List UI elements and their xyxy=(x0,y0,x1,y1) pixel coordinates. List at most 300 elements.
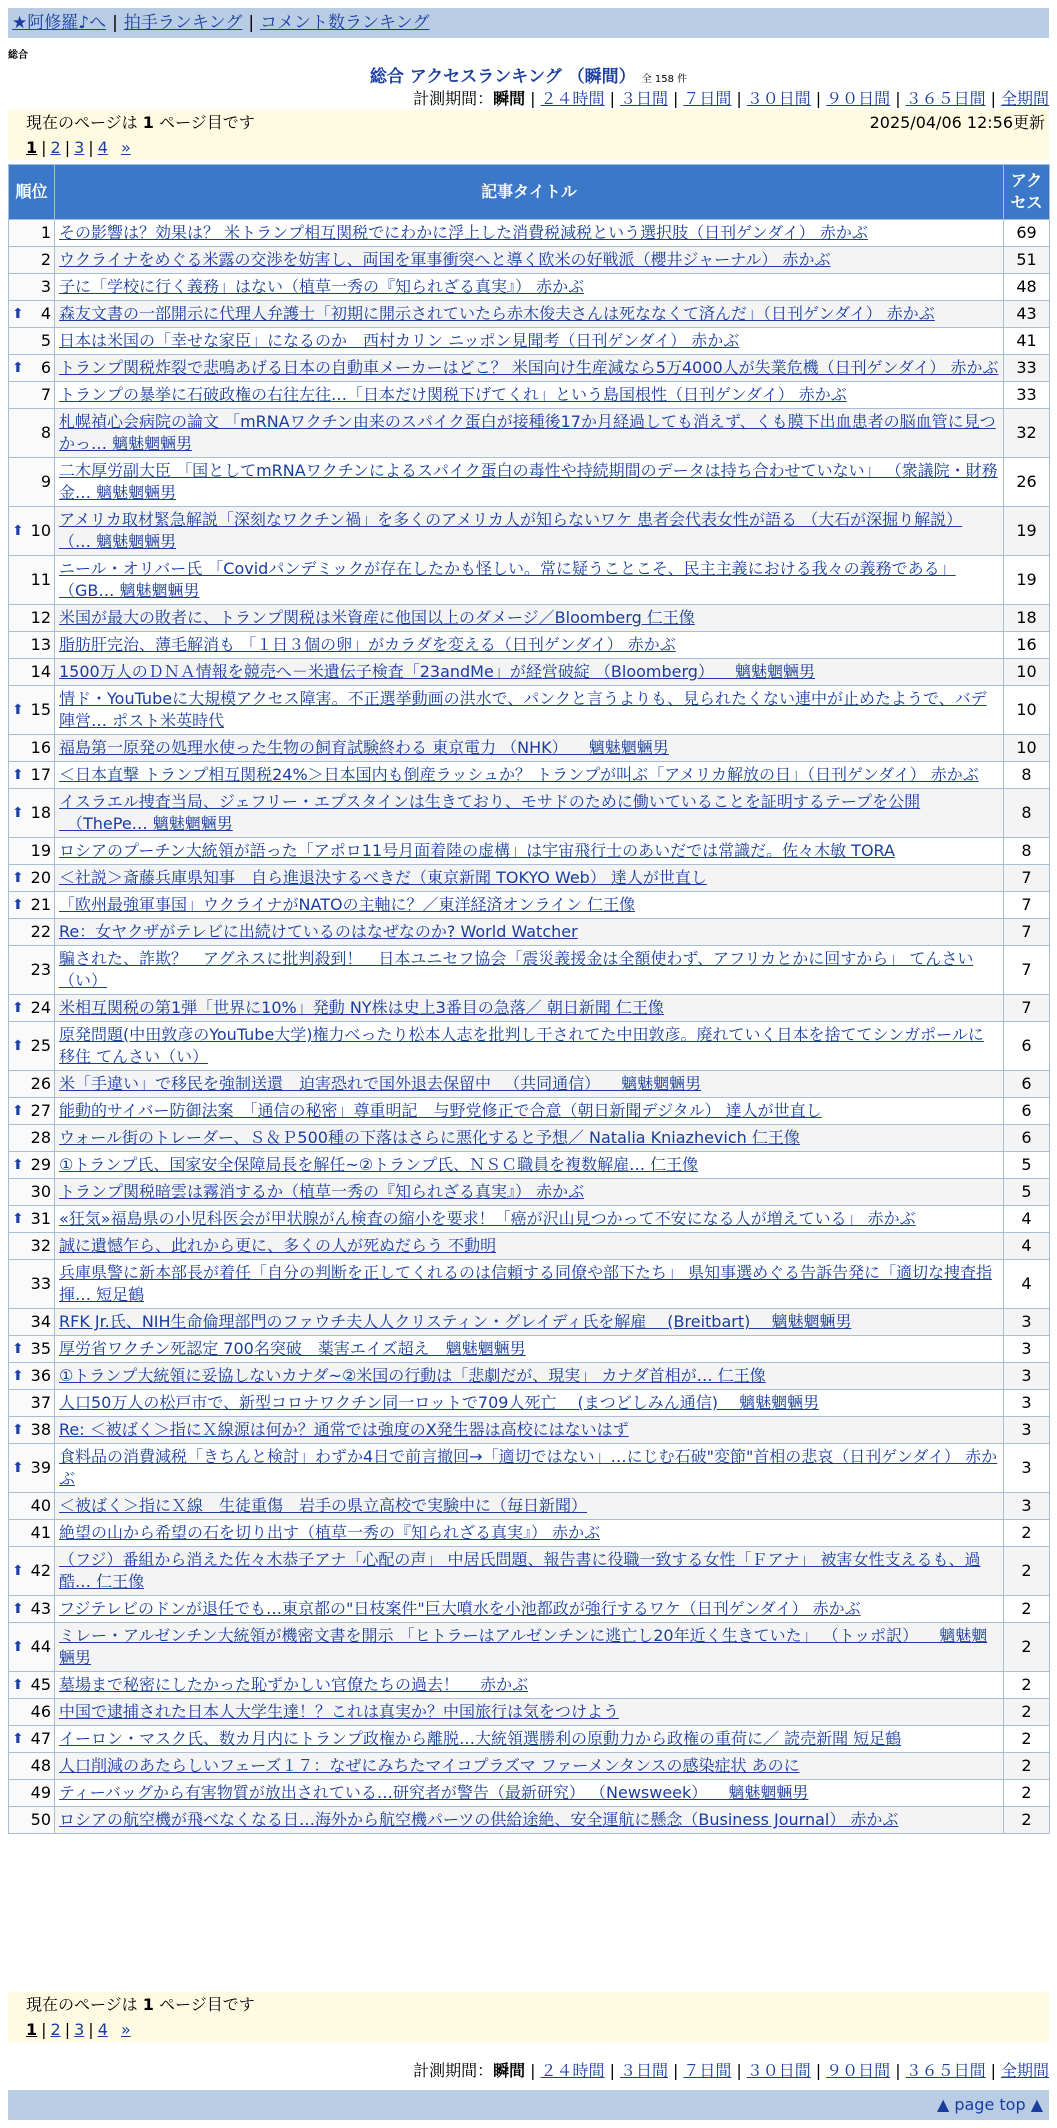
rank-number: 42 xyxy=(30,1561,51,1580)
period-separator: | xyxy=(895,2061,901,2080)
access-count: 4 xyxy=(1004,1260,1050,1309)
comment-ranking-link[interactable]: コメント数ランキング xyxy=(260,13,430,33)
rank-number: 12 xyxy=(30,608,51,627)
article-title-link[interactable]: その影響は？効果は？ 米トランプ相互関税でにわかに浮上した消費税減税という選択肢（日刊ゲンダイ） 赤かぶ xyxy=(59,223,868,242)
article-title-link[interactable]: ①トランプ大統領に妥協しないカナダ~②米国の行動は「悲劇だが、現実」 カナダ首相が… 仁王像 xyxy=(59,1366,766,1385)
article-title-link[interactable]: ウクライナをめぐる米露の交渉を妨害し、両国を軍事衝突へと導く欧米の好戦派（櫻井ジャーナル） 赤かぶ xyxy=(59,250,831,269)
article-title-link[interactable]: 食料品の消費減税「きちんと検討」わずか4日で前言撤回→「適切ではない」…にじむ石破"変節"首相の悲哀（日刊ゲンダイ） 赤かぶ xyxy=(59,1447,998,1488)
title-cell xyxy=(55,409,1004,458)
access-count: 8 xyxy=(1004,838,1050,865)
access-count: 6 xyxy=(1004,1022,1050,1071)
table-row xyxy=(9,1417,1050,1444)
table-row xyxy=(9,507,1050,556)
access-count: 48 xyxy=(1004,274,1050,301)
title-cell xyxy=(55,1672,1004,1699)
table-row xyxy=(9,247,1050,274)
access-count: 5 xyxy=(1004,1179,1050,1206)
article-title-link[interactable]: «狂気»福島県の小児科医会が甲状腺がん検査の縮小を要求！「癌が沢山見つかって不安になる人が増えている」 赤かぶ xyxy=(59,1209,916,1228)
period-option-link[interactable]: ３０日間 xyxy=(746,89,811,108)
page-status-suffix: ページ目です xyxy=(159,113,255,132)
rank-up-arrow-icon: ⬆ xyxy=(12,1000,24,1016)
title-cell xyxy=(55,507,1004,556)
title-cell xyxy=(55,946,1004,995)
period-option-link[interactable]: ２４時間 xyxy=(540,89,605,108)
nav-separator: | xyxy=(112,13,118,33)
article-title-link[interactable]: ティーバッグから有害物質が放出されている…研究者が警告（最新研究） （Newsweek） 魑魅魍魎男 xyxy=(59,1783,809,1802)
access-count: 19 xyxy=(1004,507,1050,556)
table-row xyxy=(9,1547,1050,1596)
title-cell xyxy=(55,1336,1004,1363)
rank-cell xyxy=(9,865,55,892)
title-cell xyxy=(55,220,1004,247)
title-cell xyxy=(55,789,1004,838)
rank-cell xyxy=(9,995,55,1022)
period-separator: | xyxy=(990,2061,996,2080)
period-current: 瞬間 xyxy=(493,89,526,108)
article-title-link[interactable]: 福島第一原発の処理水使った生物の飼育試験終わる 東京電力 （NHK） 魑魅魍魎男 xyxy=(59,738,669,757)
article-title-link[interactable]: ＜社説＞斎藤兵庫県知事 自ら進退決するべきだ（東京新聞 TOKYO Web） 達人が世直し xyxy=(59,868,707,887)
rank-cell xyxy=(9,247,55,274)
pager-next-link[interactable]: » xyxy=(120,2020,131,2039)
article-title-link[interactable]: 米相互関税の第1弾「世界に10%」発動 NY株は史上3番目の急落／ 朝日新聞 仁王像 xyxy=(59,998,664,1017)
rank-cell xyxy=(9,1780,55,1807)
rank-cell xyxy=(9,1444,55,1493)
page-status-row xyxy=(26,1992,1049,2018)
rank-cell xyxy=(9,1179,55,1206)
rank-cell xyxy=(9,838,55,865)
rank-number: 11 xyxy=(30,570,51,589)
rank-number: 18 xyxy=(30,803,51,822)
table-row xyxy=(9,1152,1050,1179)
title-cell xyxy=(55,1444,1004,1493)
rank-up-arrow-icon: ⬆ xyxy=(12,805,24,821)
table-row xyxy=(9,789,1050,838)
page-info-bottom xyxy=(8,1992,1049,2042)
page-status-suffix: ページ目です xyxy=(159,1995,255,2014)
rank-number: 10 xyxy=(30,521,51,540)
rank-number: 14 xyxy=(30,662,51,681)
title-header: 記事タイトル xyxy=(55,165,1004,220)
table-row xyxy=(9,301,1050,328)
page-top-link[interactable]: ▲ page top ▲ xyxy=(936,2095,1043,2114)
rank-number: 44 xyxy=(30,1637,51,1656)
article-title-link[interactable]: ニール・オリバー氏 「Covidパンデミックが存在したかも怪しい。常に疑うことこそ、民主主義における我々の義務である」 （GB… 魑魅魍魎男 xyxy=(59,559,956,600)
access-count: 6 xyxy=(1004,1098,1050,1125)
period-separator: | xyxy=(815,2061,822,2080)
rank-number: 49 xyxy=(30,1783,51,1802)
period-separator: | xyxy=(609,89,615,108)
access-count: 3 xyxy=(1004,1493,1050,1520)
access-count: 7 xyxy=(1004,865,1050,892)
period-label: 計測期間： xyxy=(413,2061,494,2080)
period-separator: | xyxy=(736,2061,742,2080)
title-cell xyxy=(55,1179,1004,1206)
period-separator: | xyxy=(990,89,996,108)
rank-cell xyxy=(9,1098,55,1125)
ranking-title: 総合 アクセスランキング （瞬間） xyxy=(369,67,636,87)
article-title-link[interactable]: 1500万人のＤＮＡ情報を競売へ－米遺伝子検査「23andMe」が経営破綻 （Bloomberg） 魑魅魍魎男 xyxy=(59,662,816,681)
title-cell xyxy=(55,1807,1004,1834)
rank-number: 33 xyxy=(30,1274,51,1293)
home-link[interactable]: ★阿修羅♪へ xyxy=(12,13,107,33)
table-row xyxy=(9,1596,1050,1623)
rank-up-arrow-icon: ⬆ xyxy=(12,1038,24,1054)
period-separator: | xyxy=(815,89,822,108)
rank-up-arrow-icon: ⬆ xyxy=(12,1731,24,1747)
rank-cell xyxy=(9,659,55,686)
table-row xyxy=(9,409,1050,458)
article-title-link[interactable]: 情ド・YouTubeに大規模アクセス障害。不正選挙動画の洪水で、パンクと言うよりも、見られたくない連中が止めたようで、バデ陣営… ポスト米英時代 xyxy=(59,689,987,730)
rank-cell xyxy=(9,632,55,659)
table-row xyxy=(9,686,1050,735)
period-option-link[interactable]: ９０日間 xyxy=(826,2061,891,2080)
title-cell xyxy=(55,1363,1004,1390)
pager-page-link[interactable]: 2 xyxy=(50,2020,61,2039)
rank-number: 50 xyxy=(30,1810,51,1829)
category-label: 総合 xyxy=(8,50,28,61)
access-count: 7 xyxy=(1004,892,1050,919)
table-row xyxy=(9,1336,1050,1363)
period-option-link[interactable]: ３日間 xyxy=(619,89,668,108)
rank-number: 46 xyxy=(30,1702,51,1721)
rank-up-arrow-icon: ⬆ xyxy=(12,1677,24,1693)
access-count: 3 xyxy=(1004,1390,1050,1417)
table-row xyxy=(9,1493,1050,1520)
period-selector-bottom xyxy=(413,2058,1049,2081)
access-count: 5 xyxy=(1004,1152,1050,1179)
period-separator: | xyxy=(672,2061,679,2080)
rank-up-arrow-icon: ⬆ xyxy=(12,1368,24,1384)
period-option-link[interactable]: ７日間 xyxy=(683,89,732,108)
article-title-link[interactable]: 札幌禎心会病院の論文 「mRNAワクチン由来のスパイク蛋白が接種後17か月経過しても消えず、くも膜下出血患者の脳血管に見つかっ… 魑魅魍魎男 xyxy=(59,412,996,453)
table-row xyxy=(9,946,1050,995)
period-separator: | xyxy=(530,2061,536,2080)
table-row xyxy=(9,458,1050,507)
rank-cell xyxy=(9,892,55,919)
rank-number: 29 xyxy=(30,1155,51,1174)
title-cell xyxy=(55,995,1004,1022)
table-row xyxy=(9,1780,1050,1807)
table-row xyxy=(9,1125,1050,1152)
pager-page-link[interactable]: 3 xyxy=(74,2020,85,2039)
rank-cell xyxy=(9,301,55,328)
rank-cell xyxy=(9,1233,55,1260)
article-title-link[interactable]: 中国で逮捕された日本人大学生達！？これは真実か？中国旅行は気をつけよう xyxy=(59,1702,620,1721)
rank-cell xyxy=(9,1336,55,1363)
rank-number: 30 xyxy=(30,1182,51,1201)
article-title-link[interactable]: イーロン・マスク氏、数カ月内にトランプ政権から離脱…大統領選勝利の原動力から政権の重荷に／ 読売新聞 短足鶴 xyxy=(59,1729,902,1748)
rank-up-arrow-icon: ⬆ xyxy=(12,1103,24,1119)
title-cell xyxy=(55,1206,1004,1233)
pagination-bottom xyxy=(26,2018,1049,2042)
article-title-link[interactable]: 騙された、詐欺？ アグネスに批判殺到！ 日本ユニセフ協会「震災義援金は全額使わず、アフリカとかに回すから」 てんさい（い） xyxy=(59,949,974,990)
rank-up-arrow-icon: ⬆ xyxy=(12,870,24,886)
table-row xyxy=(9,762,1050,789)
article-title-link[interactable]: 米国が最大の敗者に、トランプ関税は米資産に他国以上のダメージ／Bloomberg 仁王像 xyxy=(59,608,695,627)
pager-separator: | xyxy=(88,2020,94,2039)
title-cell xyxy=(55,659,1004,686)
table-row xyxy=(9,892,1050,919)
ranking-table-body xyxy=(9,220,1050,1834)
rank-cell xyxy=(9,1417,55,1444)
rank-number: 13 xyxy=(30,635,51,654)
article-title-link[interactable]: RFK Jr.氏、NIH生命倫理部門のファウチ夫人人クリスティン・グレイディ氏を解雇 (Breitbart) 魑魅魍魎男 xyxy=(59,1312,852,1331)
rank-number: 15 xyxy=(30,700,51,719)
period-option-link[interactable]: ３６５日間 xyxy=(905,2061,986,2080)
article-title-link[interactable]: 日本は米国の「幸せな家臣」になるのか 西村カリン ニッポン見聞考（日刊ゲンダイ） 赤かぶ xyxy=(59,331,740,350)
pager-separator: | xyxy=(88,138,94,157)
rank-cell xyxy=(9,1623,55,1672)
rank-number: 38 xyxy=(30,1420,51,1439)
article-title-link[interactable]: Re: ＜被ばく＞指にＸ線源は何か？通常では強度のX発生器は高校にはないはず xyxy=(59,1420,629,1439)
article-title-link[interactable]: ロシアの航空機が飛べなくなる日…海外から航空機パーツの供給途絶、安全運航に懸念（Business Journal） 赤かぶ xyxy=(59,1810,899,1829)
rank-up-arrow-icon: ⬆ xyxy=(12,1563,24,1579)
rank-cell xyxy=(9,789,55,838)
access-count: 3 xyxy=(1004,1309,1050,1336)
article-title-link[interactable]: トランプの暴挙に石破政権の右往左往…「日本だけ関税下げてくれ」という島国根性（日刊ゲンダイ） 赤かぶ xyxy=(59,385,847,404)
article-title-link[interactable]: ＜被ばく＞指にＸ線 生徒重傷 岩手の県立高校で実験中に（毎日新聞） xyxy=(59,1496,588,1515)
rank-up-arrow-icon: ⬆ xyxy=(12,360,24,376)
period-separator: | xyxy=(895,89,901,108)
access-count: 43 xyxy=(1004,301,1050,328)
rank-up-arrow-icon: ⬆ xyxy=(12,1211,24,1227)
table-row xyxy=(9,1753,1050,1780)
article-title-link[interactable]: ①トランプ氏、国家安全保障局長を解任~②トランプ氏、ＮＳＣ職員を複数解雇… 仁王像 xyxy=(59,1155,699,1174)
table-row xyxy=(9,632,1050,659)
rank-number: 25 xyxy=(30,1036,51,1055)
rank-cell xyxy=(9,507,55,556)
article-title-link[interactable]: ロシアのプーチン大統領が語った「アポロ11号月面着陸の虚構」は宇宙飛行士のあいだでは常識だ。佐々木敏 TORA xyxy=(59,841,895,860)
access-count: 2 xyxy=(1004,1596,1050,1623)
access-count: 32 xyxy=(1004,409,1050,458)
page-info-top xyxy=(8,110,1049,160)
article-title-link[interactable]: ＜日本直撃 トランプ相互関税24%＞日本国内も倒産ラッシュか？ トランプが叫ぶ「アメリカ解放の日」（日刊ゲンダイ） 赤かぶ xyxy=(59,765,979,784)
access-count: 7 xyxy=(1004,919,1050,946)
article-title-link[interactable]: 子に「学校に行く義務」はない（植草一秀の『知られざる真実』） 赤かぶ xyxy=(59,277,585,296)
table-row xyxy=(9,919,1050,946)
rank-number: 39 xyxy=(30,1458,51,1477)
title-cell xyxy=(55,686,1004,735)
access-count: 3 xyxy=(1004,1363,1050,1390)
title-cell xyxy=(55,919,1004,946)
article-title-link[interactable]: 能動的サイバー防御法案 「通信の秘密」尊重明記 与野党修正で合意（朝日新聞デジタル） 達人が世直し xyxy=(59,1101,822,1120)
table-row xyxy=(9,1022,1050,1071)
access-count: 3 xyxy=(1004,1444,1050,1493)
total-count: 全 158 件 xyxy=(641,74,688,85)
clap-ranking-link[interactable]: 拍手ランキング xyxy=(123,13,243,33)
rank-number: 45 xyxy=(30,1675,51,1694)
rank-cell xyxy=(9,1726,55,1753)
ranking-table xyxy=(8,164,1050,1834)
title-cell xyxy=(55,328,1004,355)
article-title-link[interactable]: 森友文書の一部開示に代理人弁護士「初期に開示されていたら赤木俊夫さんは死ななくて済んだ」（日刊ゲンダイ） 赤かぶ xyxy=(59,304,935,323)
rank-cell xyxy=(9,1363,55,1390)
period-option-link[interactable]: ２４時間 xyxy=(540,2061,605,2080)
access-count: 10 xyxy=(1004,686,1050,735)
access-count: 2 xyxy=(1004,1780,1050,1807)
rank-cell xyxy=(9,355,55,382)
rank-up-arrow-icon: ⬆ xyxy=(12,767,24,783)
article-title-link[interactable]: 誠に遺憾乍ら、此れから更に、多くの人が死ぬだらう 不動明 xyxy=(59,1236,497,1255)
table-row xyxy=(9,1071,1050,1098)
title-cell xyxy=(55,1152,1004,1179)
title-cell xyxy=(55,762,1004,789)
page-status-prefix: 現在のページは xyxy=(26,1995,138,2014)
article-title-link[interactable]: イスラエル捜査当局、ジェフリー・エプスタインは生きており、モサドのために働いていることを証明するテープを公開 （ThePe… 魑魅魍魎男 xyxy=(59,792,921,833)
rank-cell xyxy=(9,1672,55,1699)
period-option-link[interactable]: 全期間 xyxy=(1000,2061,1049,2080)
access-count: 69 xyxy=(1004,220,1050,247)
rank-number: 32 xyxy=(30,1236,51,1255)
rank-cell xyxy=(9,328,55,355)
title-cell xyxy=(55,247,1004,274)
rank-number: 23 xyxy=(30,960,51,979)
table-row xyxy=(9,1206,1050,1233)
rank-cell xyxy=(9,458,55,507)
table-row xyxy=(9,1390,1050,1417)
rank-number: 8 xyxy=(40,423,51,442)
rank-number: 24 xyxy=(30,998,51,1017)
title-cell xyxy=(55,605,1004,632)
pager-separator: | xyxy=(41,2020,47,2039)
article-title-link[interactable]: 人口削減のあたらしいフェーズ１７：なぜにみちたマイコプラズマ ファーメンタンスの感染症状 あのに xyxy=(59,1756,800,1775)
title-cell xyxy=(55,1071,1004,1098)
access-count: 6 xyxy=(1004,1071,1050,1098)
rank-cell xyxy=(9,686,55,735)
table-row xyxy=(9,1520,1050,1547)
title-cell xyxy=(55,382,1004,409)
title-cell xyxy=(55,1520,1004,1547)
period-separator: | xyxy=(609,2061,615,2080)
article-title-link[interactable]: 「欧州最強軍事国」ウクライナがNATOの主軸に？／東洋経済オンライン 仁王像 xyxy=(59,895,636,914)
article-title-link[interactable]: 原発問題(中田敦彦のYouTube大学)権力べったり松本人志を批判し干されてた中田敦彦。廃れていく日本を捨ててシンガポールに移住 てんさい（い） xyxy=(59,1025,984,1066)
rank-number: 16 xyxy=(30,738,51,757)
table-row xyxy=(9,328,1050,355)
title-cell xyxy=(55,1780,1004,1807)
article-title-link[interactable]: トランプ関税炸裂で悲鳴あげる日本の自動車メーカーはどこ？ 米国向け生産減なら5万4000人が失業危機（日刊ゲンダイ） 赤かぶ xyxy=(59,358,999,377)
title-cell xyxy=(55,1699,1004,1726)
table-row xyxy=(9,1260,1050,1309)
article-title-link[interactable]: フジテレビのドンが退任でも…東京都の"日枝案件"巨大噴水を小池都政が強行するワケ（日刊ゲンダイ） 赤かぶ xyxy=(59,1599,861,1618)
article-title-link[interactable]: トランプ関税暗雲は霧消するか（植草一秀の『知られざる真実』） 赤かぶ xyxy=(59,1182,585,1201)
article-title-link[interactable]: Re：女ヤクザがテレビに出続けているのはなぜなのか? World Watcher xyxy=(59,922,578,941)
title-cell xyxy=(55,1022,1004,1071)
article-title-link[interactable]: 二木厚労副大臣 「国としてmRNAワクチンによるスパイク蛋白の毒性や持続期間のデータは持ち合わせていない」 （衆議院・財務金… 魑魅魍魎男 xyxy=(59,461,998,502)
table-row xyxy=(9,1699,1050,1726)
rank-number: 28 xyxy=(30,1128,51,1147)
article-title-link[interactable]: 墓場まで秘密にしたかった恥ずかしい官僚たちの過去！ 赤かぶ xyxy=(59,1675,529,1694)
access-count: 2 xyxy=(1004,1699,1050,1726)
title-cell xyxy=(55,355,1004,382)
current-page-number: 1 xyxy=(142,113,154,132)
title-cell xyxy=(55,1623,1004,1672)
page-title xyxy=(0,62,1057,87)
period-option-link[interactable]: 全期間 xyxy=(1000,89,1049,108)
article-title-link[interactable]: 脂肪肝完治、薄毛解消も 「１日３個の卵」がカラダを変える（日刊ゲンダイ） 赤かぶ xyxy=(59,635,676,654)
title-cell xyxy=(55,1417,1004,1444)
bottom-bar xyxy=(8,2090,1049,2120)
title-cell xyxy=(55,1390,1004,1417)
rank-cell xyxy=(9,1520,55,1547)
title-cell xyxy=(55,632,1004,659)
title-cell xyxy=(55,301,1004,328)
access-count: 7 xyxy=(1004,995,1050,1022)
rank-number: 21 xyxy=(30,895,51,914)
pager-current-page: 1 xyxy=(26,138,38,157)
rank-cell xyxy=(9,220,55,247)
title-cell xyxy=(55,735,1004,762)
table-row xyxy=(9,1363,1050,1390)
period-option-link[interactable]: ３日間 xyxy=(619,2061,668,2080)
rank-cell xyxy=(9,1390,55,1417)
title-cell xyxy=(55,1726,1004,1753)
access-count: 33 xyxy=(1004,382,1050,409)
rank-number: 31 xyxy=(30,1209,51,1228)
period-option-link[interactable]: ７日間 xyxy=(683,2061,732,2080)
pager-page-link[interactable]: 2 xyxy=(50,138,61,157)
access-count: 4 xyxy=(1004,1206,1050,1233)
article-title-link[interactable]: ミレー・アルゼンチン大統領が機密文書を開示 「ヒトラーはアルゼンチンに逃亡し20年近く生きていた」 （トッポ訳） 魑魅魍魎男 xyxy=(59,1626,988,1667)
article-title-link[interactable]: アメリカ取材緊急解説「深刻なワクチン禍」を多くのアメリカ人が知らないワケ 患者会代表女性が語る （大石が深掘り解説） （… 魑魅魍魎男 xyxy=(59,510,963,551)
rank-number: 34 xyxy=(30,1312,51,1331)
pager-page-link[interactable]: 3 xyxy=(74,138,85,157)
period-separator: | xyxy=(530,89,536,108)
rank-cell xyxy=(9,946,55,995)
access-count: 33 xyxy=(1004,355,1050,382)
rank-number: 36 xyxy=(30,1366,51,1385)
table-row xyxy=(9,1098,1050,1125)
pager-current-page: 1 xyxy=(26,2020,38,2039)
title-cell xyxy=(55,1125,1004,1152)
rank-cell xyxy=(9,1596,55,1623)
rank-up-arrow-icon: ⬆ xyxy=(12,1460,24,1476)
rank-cell xyxy=(9,1152,55,1179)
rank-number: 4 xyxy=(40,304,51,323)
access-count: 41 xyxy=(1004,328,1050,355)
table-row xyxy=(9,382,1050,409)
pager-next-link[interactable]: » xyxy=(120,138,131,157)
article-title-link[interactable]: 厚労省ワクチン死認定 700名突破 薬害エイズ超え 魑魅魍魎男 xyxy=(59,1339,526,1358)
article-title-link[interactable]: 絶望の山から希望の石を切り出す（植草一秀の『知られざる真実』） 赤かぶ xyxy=(59,1523,601,1542)
article-title-link[interactable]: 人口50万人の松戸市で、新型コロナワクチン同一ロットで709人死亡 (まつどしみん通信) 魑魅魍魎男 xyxy=(59,1393,820,1412)
access-count: 2 xyxy=(1004,1623,1050,1672)
article-title-link[interactable]: ウォール街のトレーダー、Ｓ＆Ｐ500種の下落はさらに悪化すると予想／ Natalia Kniazhevich 仁王像 xyxy=(59,1128,800,1147)
rank-cell xyxy=(9,1493,55,1520)
table-header-row xyxy=(9,165,1050,220)
access-count: 3 xyxy=(1004,1336,1050,1363)
rank-up-arrow-icon: ⬆ xyxy=(12,1157,24,1173)
period-current: 瞬間 xyxy=(493,2061,526,2080)
rank-cell xyxy=(9,1022,55,1071)
period-option-link[interactable]: ３６５日間 xyxy=(905,89,986,108)
pager-spacer xyxy=(112,138,117,157)
period-option-link[interactable]: ３０日間 xyxy=(746,2061,811,2080)
article-title-link[interactable]: （フジ）番組から消えた佐々木恭子アナ「心配の声」 中居氏問題、報告書に役職一致する女性「Ｆアナ」 被害女性支えるも、過酷… 仁王像 xyxy=(59,1550,981,1591)
pager-page-link[interactable]: 4 xyxy=(97,2020,108,2039)
rank-number: 48 xyxy=(30,1756,51,1775)
article-title-link[interactable]: 兵庫県警に新本部長が着任「自分の判断を正してくれるのは信頼する同僚や部下たち」 県知事選めぐる告訴告発に「適切な捜査指揮… 短足鶴 xyxy=(59,1263,993,1304)
rank-cell xyxy=(9,1125,55,1152)
access-count: 51 xyxy=(1004,247,1050,274)
table-row xyxy=(9,1233,1050,1260)
period-option-link[interactable]: ９０日間 xyxy=(826,89,891,108)
access-count: 2 xyxy=(1004,1672,1050,1699)
pager-page-link[interactable]: 4 xyxy=(97,138,108,157)
pager-spacer xyxy=(112,2020,117,2039)
rank-cell xyxy=(9,735,55,762)
article-title-link[interactable]: 米「手違い」で移民を強制送還 迫害恐れで国外退去保留中 （共同通信） 魑魅魍魎男 xyxy=(59,1074,702,1093)
access-count: 8 xyxy=(1004,789,1050,838)
